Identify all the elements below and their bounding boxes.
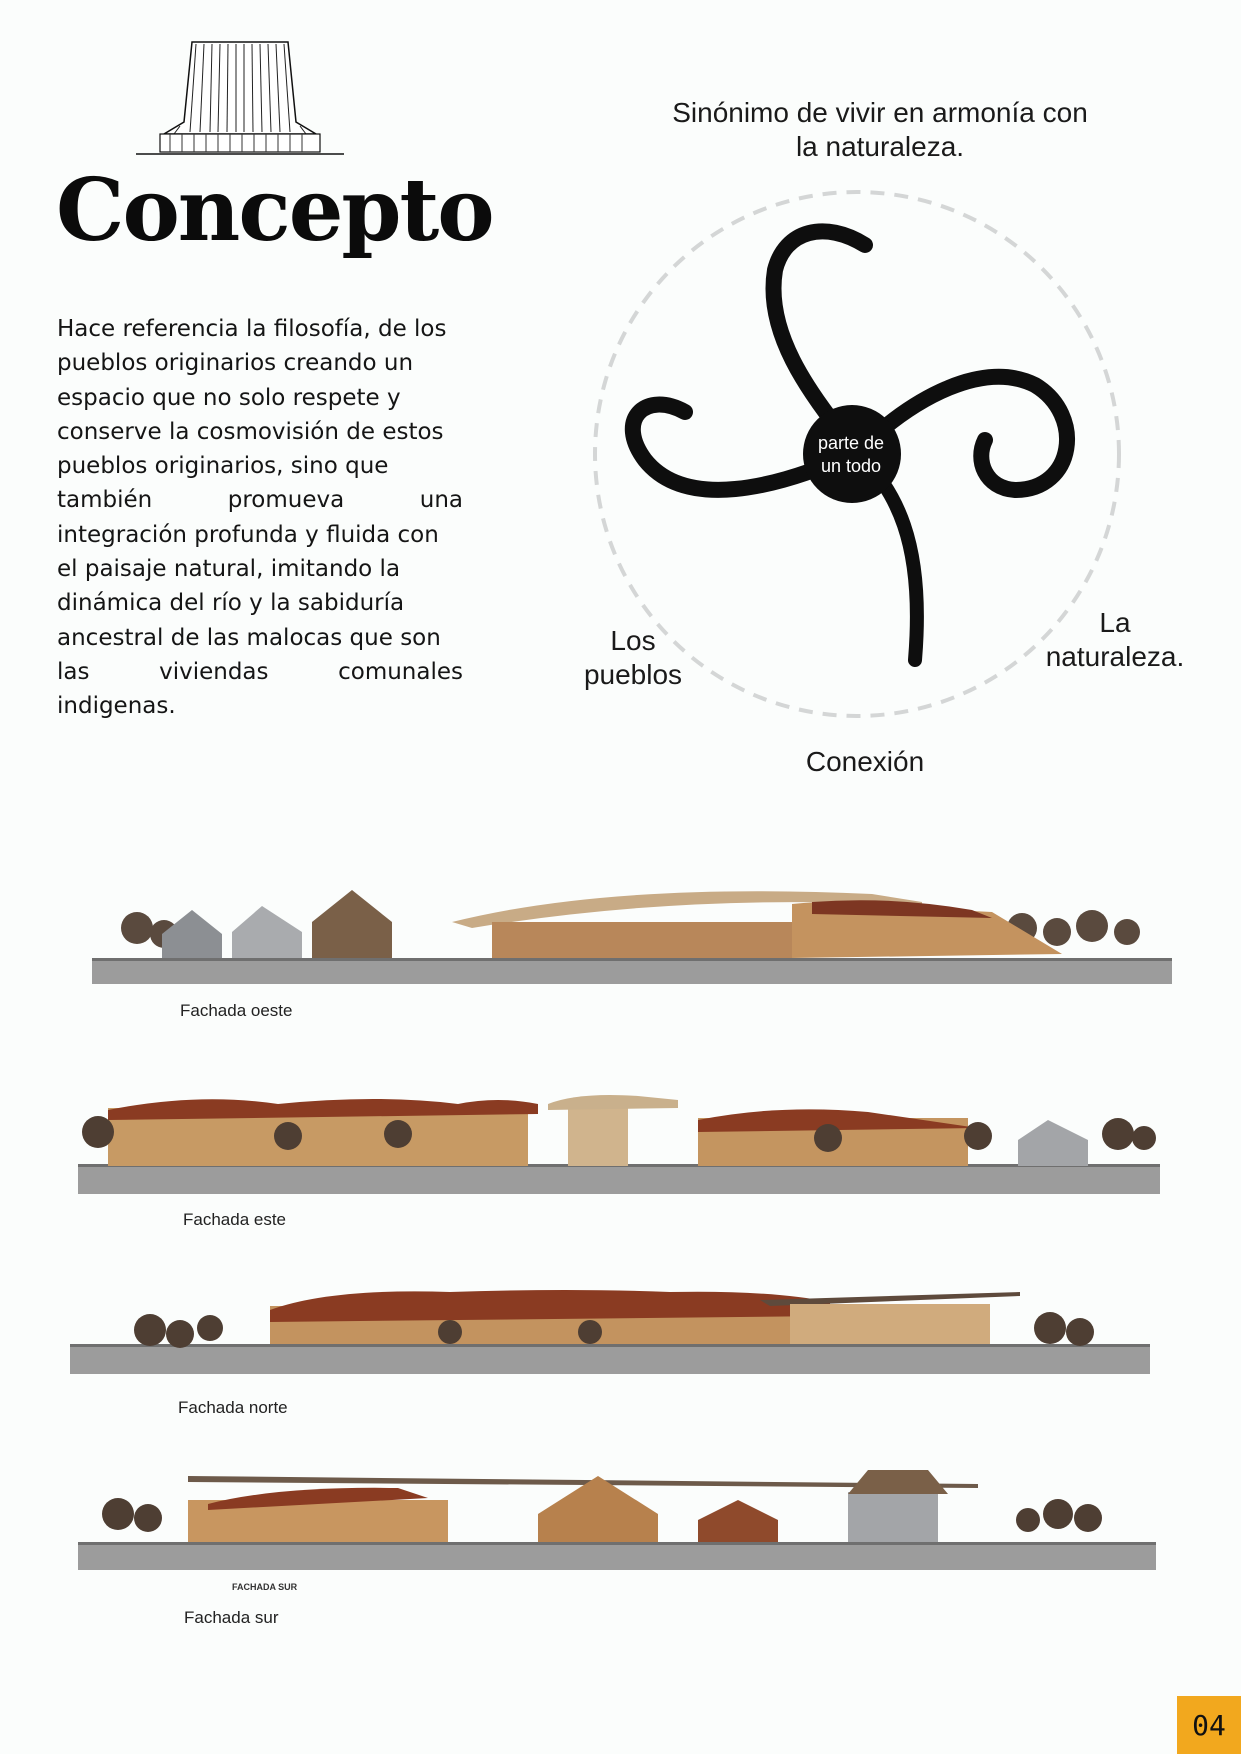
- diagram-left-label: [563, 624, 703, 691]
- paragraph-line: integración profunda y fluida con: [57, 521, 439, 548]
- paragraph-line: indigenas.: [57, 693, 176, 720]
- paragraph-line: también promueva una: [57, 487, 463, 514]
- center-line: parte de: [817, 433, 885, 453]
- facade-sur-image: [78, 1440, 1156, 1570]
- facade-caption: Fachada este: [183, 1210, 287, 1229]
- paragraph-line: pueblos originarios creando un: [57, 350, 414, 377]
- facade-caption: Fachada sur: [184, 1608, 279, 1627]
- page-number-badge: 04: [1177, 1696, 1241, 1754]
- facade-este-image: [78, 1048, 1160, 1194]
- center-line: un todo: [820, 455, 882, 476]
- paragraph-line: el paisaje natural, imitando la: [57, 556, 401, 583]
- paragraph-line: ancestral de las malocas que son: [57, 624, 441, 651]
- paragraph-line: Hace referencia la filosofía, de los: [57, 316, 447, 342]
- facade-caption: Fachada norte: [178, 1398, 288, 1417]
- right-line: naturaleza.: [1045, 640, 1185, 672]
- page-title: Concepto: [56, 160, 493, 261]
- left-line: pueblos: [583, 658, 683, 690]
- diagram-top-line: Sinónimo de vivir en armonía con: [672, 97, 1088, 128]
- paragraph-line: dinámica del río y la sabiduría: [57, 590, 405, 617]
- diagram-top-line: la naturaleza.: [795, 130, 965, 162]
- diagram-right-label: [1030, 606, 1200, 673]
- diagram-center-label: [798, 432, 904, 477]
- paragraph-line: las viviendas comunales: [57, 658, 463, 685]
- paragraph-line: pueblos originarios, sino que: [57, 453, 389, 480]
- maloca-sketch-image: [130, 36, 350, 166]
- left-line: Los: [610, 625, 656, 656]
- paragraph-line: conserve la cosmovisión de estos: [57, 418, 444, 445]
- facade-norte-image: [70, 1262, 1150, 1374]
- facade-caption: Fachada oeste: [180, 1001, 293, 1020]
- diagram-top-label: [640, 96, 1120, 163]
- concept-paragraph: [57, 312, 463, 724]
- facade-stamp: FACHADA SUR: [232, 1582, 298, 1592]
- right-line: La: [1099, 607, 1131, 638]
- facade-oeste-image: [92, 862, 1172, 984]
- diagram-bottom-label: Conexión: [805, 746, 925, 777]
- paragraph-line: espacio que no solo respete y: [57, 384, 401, 411]
